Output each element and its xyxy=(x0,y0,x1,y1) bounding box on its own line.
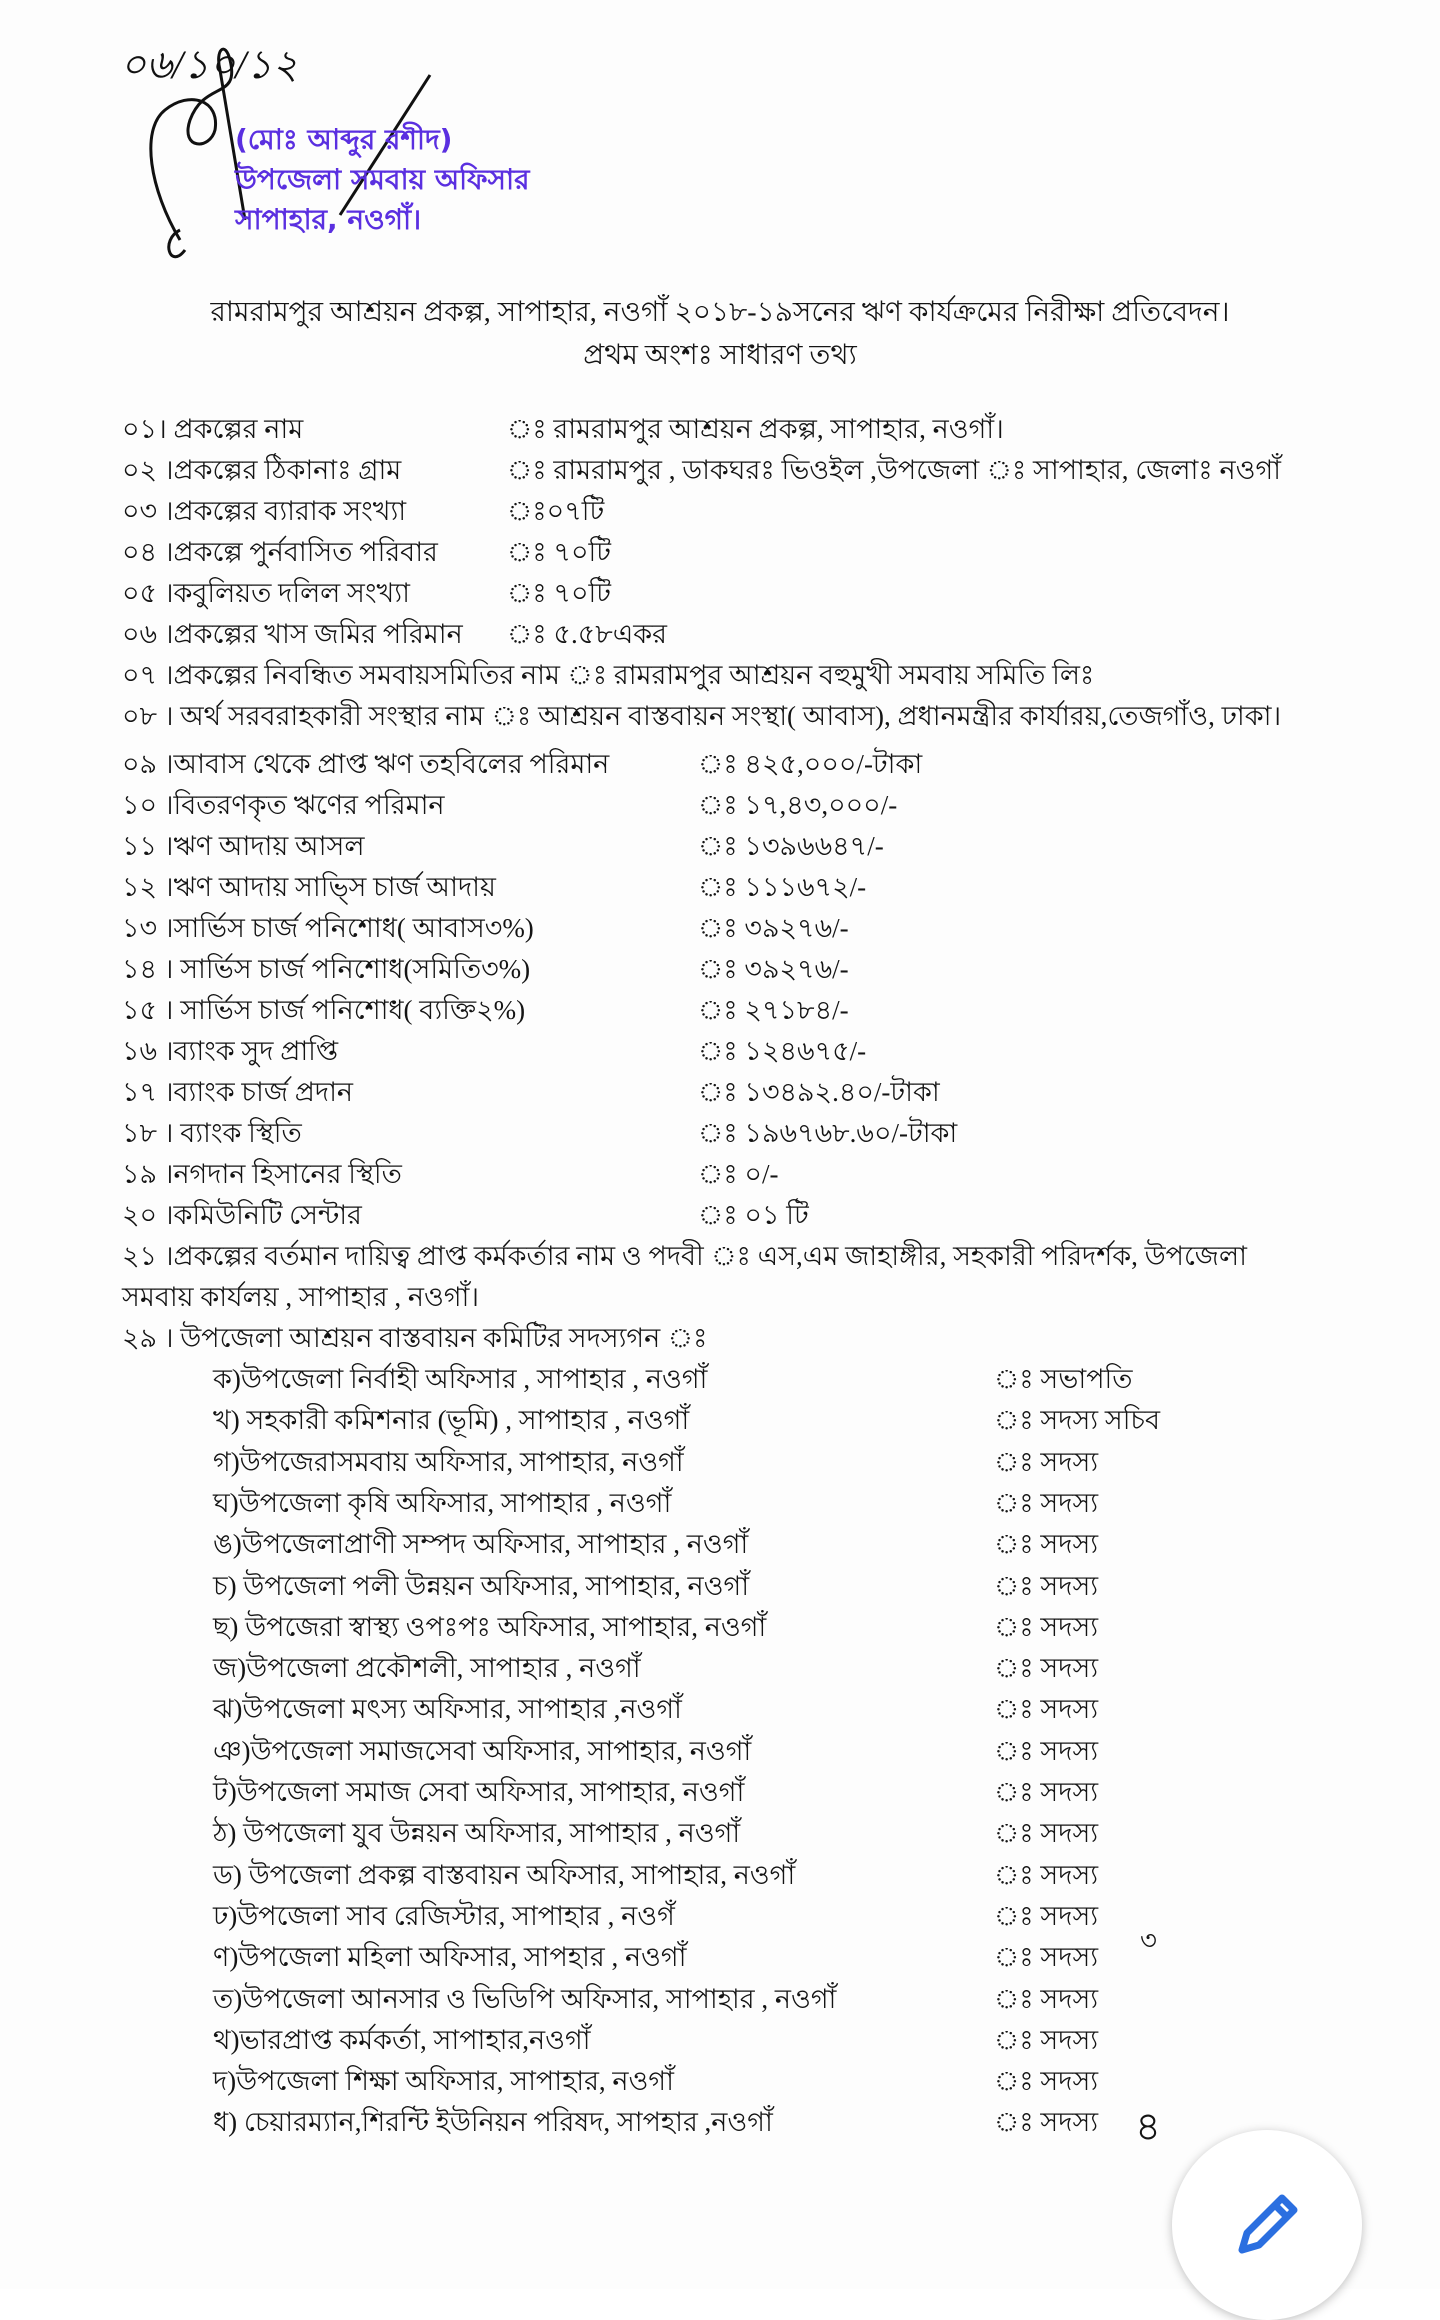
row-label: জ)উপজেলা প্রকৌশলী, সাপাহার , নওগাঁ xyxy=(213,1653,641,1684)
info-row xyxy=(122,409,1004,450)
row-value: ঃ সদস্য সচিব xyxy=(994,1405,1161,1436)
finance-row xyxy=(122,826,884,867)
committee-member xyxy=(213,1772,1099,1813)
finance-row xyxy=(122,1031,867,1072)
row-label: ঢ)উপজেলা সাব রেজিস্টার, সাপাহার , নওগঁ xyxy=(213,1900,675,1931)
row-label: গ)উপজেরাসমবায় অফিসার, সাপাহার, নওগাঁ xyxy=(213,1446,684,1477)
row-label: দ)উপজেলা শিক্ষা অফিসার, সাপাহার, নওগাঁ xyxy=(213,2066,674,2097)
committee-member xyxy=(213,2061,1099,2102)
row-value: ঃ০৭টি xyxy=(507,496,605,526)
row-label: ০৮ । অর্থ সরবরাহকারী সংস্থার নাম ঃ আশ্রয়ন বাস্তবায়ন সংস্থা( আবাস), প্রধানমন্ত্রীর কার্যারয়,তেজগাঁও, ঢাকা। xyxy=(122,701,1282,731)
row-value: ঃ সদস্য xyxy=(994,1859,1099,1890)
officer-stamp xyxy=(235,120,530,240)
committee-member xyxy=(213,1442,1099,1483)
row-value: ঃ সদস্য xyxy=(994,1942,1099,1973)
row-value: ঃ ১৩৪৯২.৪০/-টাকা xyxy=(698,1077,940,1107)
report-title: রামরামপুর আশ্রয়ন প্রকল্প, সাপাহার, নওগাঁ ২০১৮-১৯সনের ঋণ কার্যক্রমের নিরীক্ষা প্রতিবেদন। xyxy=(210,297,1230,328)
finance-row xyxy=(122,908,849,949)
row-value: ঃ সদস্য xyxy=(994,1900,1099,1931)
row-label: ঠ) উপজেলা যুব উন্নয়ন অফিসার, সাপাহার , নওগাঁ xyxy=(213,1818,741,1849)
committee-member xyxy=(213,1937,1099,1978)
row-value: ঃ ২৭১৮৪/- xyxy=(698,995,849,1025)
committee-member xyxy=(213,2020,1099,2061)
row-value: ঃ সদস্য xyxy=(994,2024,1099,2055)
committee-member xyxy=(213,1855,1099,1896)
row-label: ০৩ ।প্রকল্পের ব্যারাক সংখ্যা xyxy=(122,496,407,526)
stamp-line: (মোঃ আব্দুর রশীদ) xyxy=(235,123,453,156)
committee-member xyxy=(213,1524,1099,1565)
row-label: ১৬ ।ব্যাংক সুদ প্রাপ্তি xyxy=(122,1036,339,1066)
row-value: ঃ সদস্য xyxy=(994,1735,1099,1766)
row-value: ঃ সদস্য xyxy=(994,1570,1099,1601)
row-value: ঃ ৩৯২৭৬/- xyxy=(698,954,849,984)
report-subtitle: প্রথম অংশঃ সাধারণ তথ্য xyxy=(583,340,857,371)
row-label: ০১। প্রকল্পের নাম xyxy=(122,414,304,444)
row-value: ঃ ০/- xyxy=(698,1159,779,1189)
row-label: ০৬ ।প্রকল্পের খাস জমির পরিমান xyxy=(122,619,463,649)
stamp-line: সাপাহার, নওগাঁ। xyxy=(235,203,422,236)
finance-row xyxy=(122,1113,958,1154)
finance-row xyxy=(122,785,898,826)
row-label: ০৯ ।আবাস থেকে প্রাপ্ত ঋণ তহবিলের পরিমান xyxy=(122,749,610,779)
row-label: থ)ভারপ্রাপ্ত কর্মকর্তা, সাপাহার,নওগাঁ xyxy=(213,2024,591,2055)
handwritten-mark: ৪ xyxy=(1135,2104,1161,2149)
row-value: ঃ ৩৯২৭৬/- xyxy=(698,913,849,943)
committee-member xyxy=(213,1689,1099,1730)
row-value: ঃ ৭০টি xyxy=(507,537,611,567)
committee-member xyxy=(213,1731,1099,1772)
row-value: ঃ ০১ টি xyxy=(698,1200,809,1230)
row-label: ঙ)উপজেলাপ্রাণী সম্পদ অফিসার, সাপাহার , নওগাঁ xyxy=(213,1529,749,1560)
finance-row xyxy=(122,1154,779,1195)
info-row xyxy=(122,532,611,573)
row-label: ১৫ । সার্ভিস চার্জ পনিশোধ( ব্যক্তি২%) xyxy=(122,995,526,1025)
committee-member xyxy=(213,1483,1099,1524)
row-value: ঃ সদস্য xyxy=(994,1694,1099,1725)
finance-row xyxy=(122,949,849,990)
info-row xyxy=(122,614,668,655)
row-label: ণ)উপজেলা মহিলা অফিসার, সাপহার , নওগাঁ xyxy=(213,1942,687,1973)
row-value: ঃ ১৭,৪৩,০০০/- xyxy=(698,790,898,820)
info-row xyxy=(122,491,605,532)
row-label: ড) উপজেলা প্রকল্প বাস্তবায়ন অফিসার, সাপাহার, নওগাঁ xyxy=(213,1859,796,1890)
row-label: ট)উপজেলা সমাজ সেবা অফিসার, সাপাহার, নওগাঁ xyxy=(213,1777,745,1807)
row-value: ঃ ৫.৫৮একর xyxy=(507,619,668,649)
committee-member xyxy=(213,1896,1099,1937)
row-value: ঃ সদস্য xyxy=(994,2066,1099,2097)
row-label: ত)উপজেলা আনসার ও ভিডিপি অফিসার, সাপাহার , নওগাঁ xyxy=(213,1983,837,2014)
info-row xyxy=(122,655,1094,696)
row-value: ঃ রামরামপুর , ডাকঘরঃ ভিওইল ,উপজেলা ঃ সাপাহার, জেলাঃ নওগাঁ xyxy=(507,455,1281,485)
stamp-line: উপজেলা সমবায় অফিসার xyxy=(235,163,530,196)
row-label: ০২ ।প্রকল্পের ঠিকানাঃ গ্রাম xyxy=(122,455,402,485)
row-value: ঃ ১১১৬৭২/- xyxy=(698,872,867,902)
row-value: ঃ সভাপতি xyxy=(994,1364,1133,1394)
row-label: ০৪ ।প্রকল্পে পুর্নবাসিত পরিবার xyxy=(122,537,438,567)
row-value: ঃ সদস্য xyxy=(994,2107,1099,2138)
row-label: ঝ)উপজেলা মৎস্য অফিসার, সাপাহার ,নওগাঁ xyxy=(213,1694,682,1725)
finance-row xyxy=(122,990,849,1031)
row-value: ঃ ১৯৬৭৬৮.৬০/-টাকা xyxy=(698,1118,958,1148)
pencil-icon xyxy=(1227,2185,1307,2265)
row-value: ঃ সদস্য xyxy=(994,1446,1099,1477)
row-label: ঞ)উপজেলা সমাজসেবা অফিসার, সাপাহার, নওগাঁ xyxy=(213,1735,752,1766)
committee-member xyxy=(213,1979,1099,2020)
row-value: ঃ সদস্য xyxy=(994,1611,1099,1642)
officer-line-1: ২১ ।প্রকল্পের বর্তমান দায়িত্ব প্রাপ্ত কর্মকর্তার নাম ও পদবী ঃ এস,এম জাহাঙ্গীর, সহকারী পরিদর্শক, উপজেলা xyxy=(122,1241,1247,1271)
committee-member xyxy=(213,1607,1099,1648)
info-row xyxy=(122,696,1281,737)
row-value: ঃ সদস্য xyxy=(994,1983,1099,2014)
row-label: ১২ ।ঋণ আদায় সাভ্সি চার্জ আদায় xyxy=(122,872,496,902)
info-row xyxy=(122,450,1281,491)
finance-row xyxy=(122,867,867,908)
committee-heading: ২৯ । উপজেলা আশ্রয়ন বাস্তবায়ন কমিটির সদস্যগন ঃ xyxy=(122,1323,708,1353)
row-value: ঃ ৭০টি xyxy=(507,578,611,608)
committee-member xyxy=(213,1648,1099,1689)
row-value: ঃ সদস্য xyxy=(994,1818,1099,1849)
committee-member xyxy=(213,2102,1099,2143)
edit-button[interactable] xyxy=(1172,2130,1362,2320)
row-label: ধ) চেয়ারম্যান,শিরন্টি ইউনিয়ন পরিষদ, সাপহার ,নওগাঁ xyxy=(213,2107,773,2138)
committee-member xyxy=(213,1400,1161,1441)
row-label: ছ) উপজেরা স্বাস্থ্য ওপঃপঃ অফিসার, সাপাহার, নওগাঁ xyxy=(213,1611,767,1642)
row-value: ঃ সদস্য xyxy=(994,1777,1099,1807)
finance-row xyxy=(122,1072,940,1113)
row-label: ০৭ ।প্রকল্পের নিবন্ধিত সমবায়সমিতির নাম ঃ রামরামপুর আশ্রয়ন বহুমুখী সমবায় সমিতি লিঃ xyxy=(122,660,1095,690)
row-label: ২০ ।কমিউনিটি সেন্টার xyxy=(122,1200,362,1230)
row-value: ঃ ৪২৫,০০০/-টাকা xyxy=(698,749,923,779)
row-value: ঃ ১৩৯৬৬৪৭/- xyxy=(698,831,884,861)
row-label: ক)উপজেলা নির্বাহী অফিসার , সাপাহার , নওগাঁ xyxy=(213,1364,708,1394)
finance-row xyxy=(122,1195,809,1236)
row-label: ১৯ ।নগদান হিসানের স্থিতি xyxy=(122,1159,402,1189)
page-mark: ৩ xyxy=(1140,1926,1157,1955)
row-label: খ) সহকারী কমিশনার (ভূমি) , সাপাহার , নওগাঁ xyxy=(213,1405,690,1436)
row-label: ১০ ।বিতরণকৃত ঋণের পরিমান xyxy=(122,790,445,820)
row-value: ঃ সদস্য xyxy=(994,1529,1099,1560)
committee-member xyxy=(213,1566,1099,1607)
finance-row xyxy=(122,744,923,785)
row-label: ০৫ ।কবুলিয়ত দলিল সংখ্যা xyxy=(122,578,410,608)
committee-member xyxy=(213,1359,1133,1400)
committee-member xyxy=(213,1813,1099,1854)
signature-date: ০৬/১০/১২ xyxy=(120,42,299,87)
row-value: ঃ সদস্য xyxy=(994,1487,1099,1518)
info-row xyxy=(122,573,611,614)
row-label: চ) উপজেলা পলী উন্নয়ন অফিসার, সাপাহার, নওগাঁ xyxy=(213,1570,750,1601)
row-label: ১৮ । ব্যাংক স্থিতি xyxy=(122,1118,302,1148)
row-label: ১১ ।ঋণ আদায় আসল xyxy=(122,831,365,861)
row-value: ঃ ১২৪৬৭৫/- xyxy=(698,1036,867,1066)
row-label: ১৪ । সার্ভিস চার্জ পনিশোধ(সমিতি৩%) xyxy=(122,954,531,984)
row-label: ১৩ ।সার্ভিস চার্জ পনিশোধ( আবাস৩%) xyxy=(122,913,534,943)
row-label: ঘ)উপজেলা কৃষি অফিসার, সাপাহার , নওগাঁ xyxy=(213,1487,672,1518)
officer-line-2: সমবায় কার্যলয় , সাপাহার , নওগাঁ। xyxy=(122,1282,479,1312)
row-value: ঃ সদস্য xyxy=(994,1653,1099,1684)
row-label: ১৭ ।ব্যাংক চার্জ প্রদান xyxy=(122,1077,354,1107)
row-value: ঃ রামরামপুর আশ্রয়ন প্রকল্প, সাপাহার, নওগাঁ। xyxy=(507,414,1004,444)
